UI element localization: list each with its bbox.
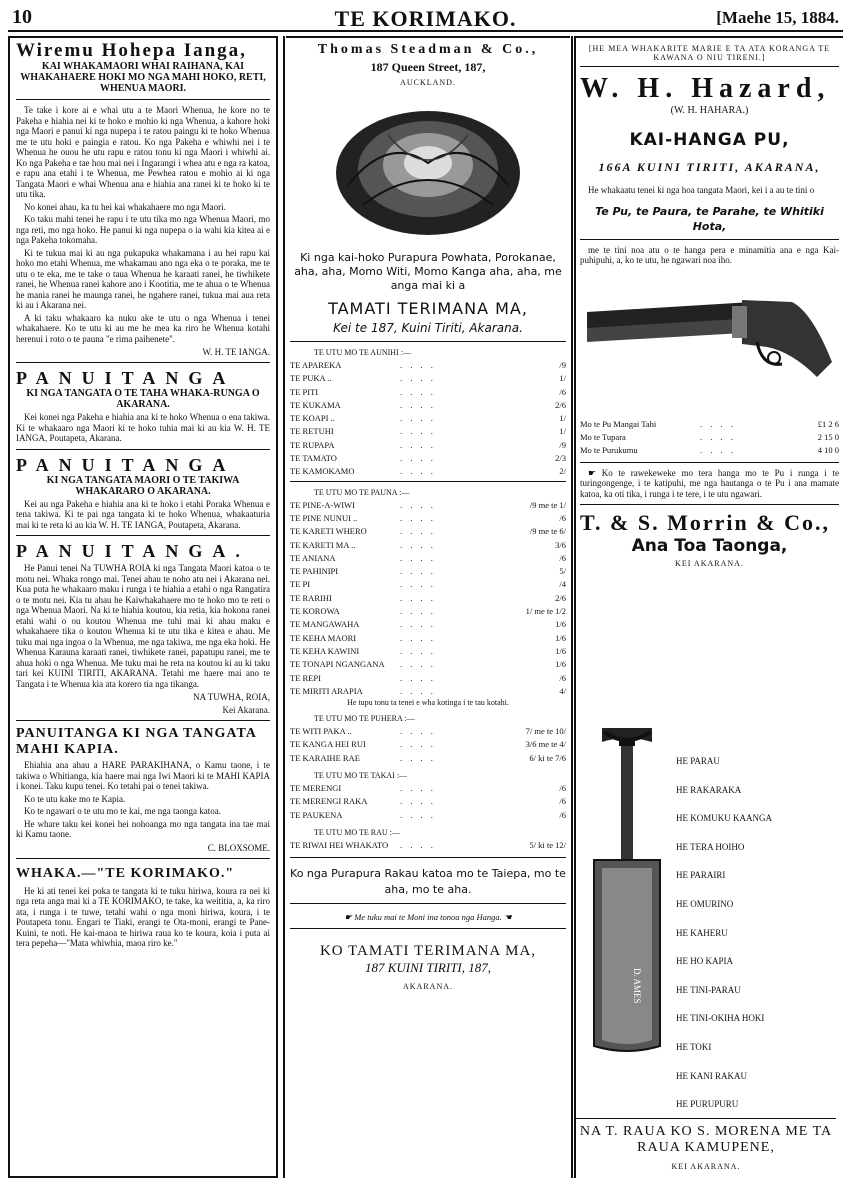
item-price: 4 10 0 (817, 444, 839, 455)
item-name: TE MERENGI (290, 783, 342, 794)
paragraph: Ko taku mahi tenei he rapu i te utu tika mo nga Whenua Maori, mo nga reti, mo nga hoko. He panui ki nga nupepa o ia wahi kia kitea ai e nga Pakeha tokomaha. (16, 214, 270, 245)
gunsmith-maori-name: (W. H. HAHARA.) (670, 105, 749, 116)
gunsmith-trade: KAI-HANGA PU, (629, 130, 790, 150)
column-right (574, 36, 843, 1178)
item-price: 2/6 (555, 399, 566, 410)
item-name: TE KOAPI .. (290, 413, 335, 424)
footer-note: ☛ Me tuku mai te Moni ina tonoa nga Hanga. ☚ (344, 912, 512, 923)
goods-item: HE KANI RAKAU (676, 1070, 747, 1081)
item-name: TE KARAIHE RAE (290, 752, 360, 763)
price-row: TE MANGAWAHA . . . . 1/6 (290, 618, 566, 631)
item-name: TE PAUKENA (290, 809, 343, 820)
item-name: TE MANGAWAHA (290, 619, 360, 630)
store-location: KEI AKARANA. (675, 559, 744, 568)
signature: W. H. TE IANGA. (202, 347, 270, 357)
item-name: TE KARETI MA .. (290, 539, 356, 550)
item-price: 4/ (559, 685, 566, 696)
cabbage-illustration (328, 95, 528, 245)
firm-street: 187 Queen Street, 187, (370, 60, 486, 74)
section-heading: TE UTU MO TE AUNIHI :— (314, 348, 411, 357)
price-list-takai (290, 782, 566, 822)
goods-item: HE TINI-OKIHA HOKI (676, 1013, 765, 1024)
item-name: Mo te Tupara (580, 431, 626, 442)
price-list-pauna (290, 499, 566, 698)
item-name: TE TAMATO (290, 453, 337, 464)
merchant-name: T. & S. Morrin & Co., (580, 510, 830, 535)
paragraph: No konei ahau, ka tu hei kai whakahaere mo nga Maori. (24, 201, 226, 212)
firm-city: AUCKLAND. (400, 78, 456, 87)
paragraph: Ki te tukua mai ki au nga pukapuka whakamana i au hei rapu kai hoko mo etahi Whenua, me whakamau ano nga eka o te poraka, me te utu o te eka, me te take o taua Whenua he karaati ranei, he tiwhikete ranei, he Whenua ranei kahore ano i Kootitia, me te ahua o te Whenua he mania ranei he maunga ranei, he ngahere ranei, tukua mai aua reta ki au i Akarana nei. (16, 247, 270, 310)
ad-subtitle-wiremu: KAI WHAKAMAORI WHAI RAIHANA, KAI WHAKAHAERE HOKI MO NGA MAHI HOKO, RETI, WHENUA MAORI. (20, 61, 266, 94)
price-row: TE PINE NUNUI .. . . . . /6 (290, 512, 566, 525)
paragraph: ☛ Ko te rawekeweke mo tera hanga mo te Pu i runga i te turingongenge, i te katipuhi, me nga hautanga o te Pu i ana mamate katoa, ka oti tika, i runga i te tere, i te utu ngawari. (580, 467, 839, 499)
goods-item: HE RAKARAKA (676, 784, 742, 795)
item-price: /6 (559, 386, 566, 397)
section-heading: TE UTU MO TE TAKAI :— (314, 771, 408, 781)
price-row: TE KARETI MA .. . . . . 3/6 (290, 539, 566, 552)
goods-item: HE TOKI (676, 1041, 712, 1052)
section-heading: TE UTU MO TE PUHERA :— (314, 714, 415, 724)
price-list-rau (290, 839, 566, 852)
paragraph: Ko te utu kake mo te Kapia. (24, 793, 126, 804)
spade-label: D. AMES (632, 968, 642, 1004)
item-name: TE APAREKA (290, 360, 342, 370)
shotgun-illustration (582, 272, 837, 412)
gunsmith-name: W. H. Hazard, (580, 73, 831, 104)
goods-item: HE OMURINO (676, 898, 734, 909)
item-name: TE PINE-A-WIWI (290, 499, 355, 510)
item-name: TE PAHINIPI (290, 566, 339, 577)
paragraph: Ko te ngawari o te utu mo te kai, me nga taonga katoa. (24, 806, 221, 816)
column-divider-1 (283, 36, 285, 1178)
item-price: 1/ me te 1/2 (525, 606, 566, 617)
price-row: TE TONAPI NGANGANA . . . . 1/6 (290, 658, 566, 671)
price-row: TE KAMOKAMO . . . . 2/ (290, 465, 566, 478)
price-list-aunihi (290, 359, 566, 479)
goods-item: HE PARAIRI (676, 870, 726, 881)
item-price: 2/3 (555, 453, 566, 464)
notice-title: PANUITANGA (16, 368, 236, 388)
paragraph: Kei au nga Pakeha e hiahia ana ki te hoko i etahi Poraka Whenua e tena takiwa. Ki te pai nga tangata ki te hoko Whenua, whakaaturia mai ki te reta ki au kia W. H. TE IANGA, Poutapeta, Akarana. (16, 498, 270, 530)
item-price: /6 (559, 552, 566, 563)
price-row: TE KEHA MAORI . . . . 1/6 (290, 632, 566, 645)
item-name: TE RUPAPA (290, 439, 335, 450)
price-list-puhera (290, 725, 566, 765)
item-price: £1 2 6 (817, 418, 839, 429)
item-name: TE KEHA MAORI (290, 632, 357, 643)
item-name: TE PI (290, 579, 311, 590)
item-price: /6 (559, 512, 566, 523)
price-row: TE TAMATO . . . . 2/3 (290, 452, 566, 465)
price-row: TE WITI PAKA .. . . . . 7/ me te 10/ (290, 725, 566, 738)
item-name: TE REPI (290, 672, 321, 683)
goods-item: HE TERA HOIHO (676, 841, 745, 852)
footer-city: AKARANA. (403, 982, 453, 992)
paragraph: He whare taku kei konei hei nohoanga mo nga tangata ina tae mai ki Kamu taone. (16, 818, 270, 839)
footer-merchant: KO TAMATI TERIMANA MA, (319, 943, 537, 960)
item-price: /4 (559, 579, 566, 590)
item-price: 2/ (559, 466, 566, 477)
price-row: TE RIWAI HEI WHAKATO . . . . 5/ ki te 12/ (290, 839, 566, 852)
price-row: Mo te Pu Mangai Tahi . . . . £1 2 6 (580, 418, 839, 429)
paragraph: Te take i kore ai e whai utu a te Maori Whenua, he kore no te Pakeha e hiahia nei ki te hoko e mohio ki nga Whenua, a kahore hoki nga Maori e panui ki nga nupepa i te ratou paingu ki te hoko Whenua me te utu hoki e paingia e ratou. Ko nga Pakeha e whiwhi nei i te Whenua he ouou he utu rapu e ratou tonu ki nga Maori i whiwhi ai. Ko nga Pakeha e tae hou mai nei i Ingarangi i whea atu e nga ra katoa, e rapu ana etahi i te Whenua, me Pewhea ratou e mohio ai ki nga Tangata Maori e whai Whenua ana e hiahia ana ranei ki te hoko ki te utu tika. (16, 105, 270, 199)
item-name: TE MIRITI ARAPIA (290, 685, 363, 696)
item-price: 2 15 0 (817, 431, 839, 442)
notice-subtitle: KI NGA TANGATA MAORI O TE TAKIWA WHAKARARO O AKARANA. (46, 474, 240, 497)
footer-city: KEI AKARANA. (671, 1162, 741, 1171)
item-price: 7/ me te 10/ (525, 726, 566, 737)
goods-item: HE TINI-PARAU (676, 984, 741, 995)
newspaper-title: TE KORIMAKO. (334, 6, 517, 31)
item-name: TE KEHA KAWINI (290, 645, 360, 656)
page-number: 10 (12, 6, 32, 28)
warrant-note: [HE MEA WHAKARITE MARIE E TA ATA KORANGA TE KAWANA O NIU TIRENI.] (588, 44, 831, 62)
item-price: 1/ (559, 413, 566, 424)
item-price: 3/6 (555, 539, 566, 550)
page-header (8, 4, 843, 32)
price-row: TE KUKAMA . . . . 2/6 (290, 399, 566, 412)
item-name: TE PINE NUNUI .. (290, 512, 358, 523)
paragraph: me te tini noa atu o te hanga pera e minamitia ana e nga Kai-puhipuhi, a, ko te utu, he ngawari noa iho. (580, 244, 839, 265)
goods-item: HE HO KAPIA (676, 956, 733, 967)
price-row: TE KEHA KAWINI . . . . 1/6 (290, 645, 566, 658)
goods-item: HE KOMUKU KAANGA (676, 813, 772, 824)
price-row: TE PAUKENA . . . . /6 (290, 809, 566, 822)
item-price: 3/6 me te 4/ (525, 739, 566, 750)
item-name: TE PUKA .. (290, 373, 332, 384)
column-middle (286, 36, 570, 1178)
item-price: 1/6 (555, 659, 566, 670)
item-name: TE RARIHI (290, 592, 332, 603)
price-row: TE PITI . . . . /6 (290, 386, 566, 399)
notice-title: PANUITANGA KI NGA TANGATA MAHI KAPIA. (16, 726, 257, 757)
item-name: TE MERENGI RAKA (290, 796, 368, 807)
price-row: TE MIRITI ARAPIA . . . . 4/ (290, 685, 566, 698)
item-price: /6 (559, 672, 566, 683)
item-name: TE KAMOKAMO (290, 466, 355, 477)
paragraph: Ehiahia ana ahau a HARE PARAKIHANA, o Kamu taone, i te takiwa o Whitianga, kia haere mai nga Iwi Maori ki te MAHI KAPIA i konei. Taku kupu tenei. Ko tetahi pai o tenei takiwa. (16, 760, 270, 791)
notice-title: PANUITANGA (16, 454, 236, 475)
ad-title-wiremu: Wiremu Hohepa Ianga, (16, 40, 247, 61)
column-left (8, 36, 278, 1178)
item-price: 5/ (559, 566, 566, 577)
price-row: TE REPI . . . . /6 (290, 672, 566, 685)
item-name: TE PITI (290, 386, 319, 397)
item-price: /9 (559, 439, 566, 450)
signature: C. BLOXSOME. (207, 842, 270, 853)
footer-street: 187 KUINI TIRITI, 187, (364, 960, 492, 976)
item-price: /9 me te 6/ (529, 526, 566, 537)
price-row: TE PINE-A-WIWI . . . . /9 me te 1/ (290, 499, 566, 512)
merchant-name: TAMATI TERIMANA MA, (328, 299, 528, 318)
paragraph: Kei konei nga Pakeha e hiahia ana ki te hoko Whenua o ena takiwa. Ki te whakaaro nga Maori ki te hoko tuhia mai ki au kia W. H. TE IANGA, Poutapeta, Akarana. (16, 412, 270, 443)
price-row: TE MERENGI RAKA . . . . /6 (290, 795, 566, 808)
item-price: 1/6 (555, 645, 566, 656)
price-note: He tupu tonu ta tenei e wha kotinga i te tau kotahi. (347, 698, 509, 708)
price-row: TE KARAIHE RAE . . . . 6/ ki te 7/6 (290, 752, 566, 765)
item-name: TE KARETI WHERO (290, 526, 367, 537)
price-row: TE RUPAPA . . . . /9 (290, 439, 566, 452)
goods-item: HE KAHERU (676, 927, 728, 938)
item-name: TE RIWAI HEI WHAKATO (290, 839, 389, 850)
section-heading: TE UTU MO TE RAU :— (314, 827, 400, 837)
section-heading: TE UTU MO TE PAUNA :— (314, 487, 410, 497)
item-name: Mo te Pu Mangai Tahi (580, 418, 657, 429)
paragraph: He whakaatu tenei ki nga hoa tangata Maori, kei i a au te tini o (588, 185, 815, 195)
price-row: TE PUKA .. . . . . 1/ (290, 372, 566, 385)
goods-list (676, 756, 772, 1128)
item-name: TE WITI PAKA .. (290, 726, 352, 737)
price-row: TE KOAPI .. . . . . 1/ (290, 412, 566, 425)
item-price: /6 (559, 796, 566, 807)
signature: NA TUWHA, ROIA, (193, 692, 270, 702)
item-name: TE KUKAMA (290, 399, 341, 410)
ad-text: Ki nga kai-hoko Purapura Powhata, Porokanae, aha, aha, Momo Witi, Momo Kanga aha, aha, me anga mai ki a (294, 251, 562, 292)
notice-title: PANUITANGA. (16, 541, 250, 561)
price-row: TE PAHINIPI . . . . 5/ (290, 565, 566, 578)
item-name: TE ANIANA (290, 552, 336, 563)
item-name: TE RETUHI (290, 426, 334, 437)
price-row: TE ANIANA . . . . /6 (290, 552, 566, 565)
item-price: 5/ ki te 12/ (529, 839, 566, 850)
merchant-address: Kei te 187, Kuini Tiriti, Akarana. (333, 321, 523, 335)
price-row: TE APAREKA . . . . /9 (290, 359, 566, 372)
item-price: 1/6 (555, 632, 566, 643)
paragraph: He Panui tenei Na TUWHA ROIA ki nga Tangata Maori katoa o te motu nei. Whaka rongo mai. Tenei ahau te noho atu nei i Akarana nei. Kua puta he whakaaro maku i runga i te hiahia a etahi o nga Rangatira o te motu nei. Kia tu ahau he Kaiwhakahaere mo te hoko mo te reti o nga Whenua Maori. Na ki te hiahia koutou, kia retia, kia hokona ranei etahi wahi o ou koutou Whenua me tuhi mai ki ahau maku e whakahaere tika o koutou Whenua ki te utu tika e kitea e ahau. Me tuku mai nga ingoa o la Whenua, me nga takiwa, me nga eka hoki. He Whenua Karauna karaati ranei, tiwhikete ranei, papatupu ranei, me te ahua hoki o nga Whenua. Me tuku mai he reta na koutou ki au ki taku tari kei KUINI TIRITI, AKARANA. Tetahi me haere mai ano te Tangata i te Whenua kia ata korero tia nga tikanga. (16, 563, 270, 689)
item-price: 1/ (559, 373, 566, 384)
price-row: TE RARIHI . . . . 2/6 (290, 592, 566, 605)
price-row: TE KOROWA . . . . 1/ me te 1/2 (290, 605, 566, 618)
item-price: 1/ (559, 426, 566, 437)
price-row: TE MERENGI . . . . /6 (290, 782, 566, 795)
price-row: Mo te Tupara . . . . 2 15 0 (580, 431, 839, 442)
price-row: TE KANGA HEI RUI . . . . 3/6 me te 4/ (290, 738, 566, 751)
notice-subtitle: KI NGA TANGATA O TE TAHA WHAKA-RUNGA O AKARANA. (26, 388, 260, 410)
paragraph: A ki taku whakaaro ka nuku ake te utu o nga Whenua i tenei whakahaere. Ko te utu ki au me he mea ka riro he Whenua kotahi herenui i roto o te pauna "e rima paihenete". (16, 312, 270, 344)
item-name: TE TONAPI NGANGANA (290, 659, 385, 670)
store-title: Ana Toa Taonga, (631, 536, 788, 556)
item-price: 2/6 (555, 592, 566, 603)
item-price: /6 (559, 809, 566, 820)
item-price: /9 me te 1/ (529, 499, 566, 510)
item-price: /9 (559, 360, 566, 370)
firm-name: Thomas Steadman & Co., (317, 42, 539, 57)
item-name: TE KANGA HEI RUI (290, 739, 366, 750)
price-row: Mo te Purukumu . . . . 4 10 0 (580, 444, 839, 455)
price-row: TE PI . . . . /4 (290, 578, 566, 591)
paragraph: He ki ati tenei kei poka te tangata ki te tuku hiriwa, koura ra nei ki nga reta anga mai ki a TE KORIMAKO, te take, ka weititia, a, ka riro ata, i runga i te tuwe, tetahi wahi o nga moni hiriwa, koura, i te Poutapeta tonu. Engari te Tiaki, erangi te Ota-moni, erangi te Pane-Kuini, te noti. He kai-maoa te hiriwa raua ko te koura, koia i puta ai tera pepeha—"Mata whiwhia, maoa riro ke." (16, 885, 270, 948)
goods-item: HE PARAU (676, 756, 720, 766)
gunsmith-address: 166A KUINI TIRITI, AKARANA, (598, 160, 821, 174)
item-price: 1/6 (555, 619, 566, 630)
item-name: Mo te Purukumu (580, 444, 638, 455)
item-name: TE KOROWA (290, 606, 340, 617)
item-price: /6 (559, 783, 566, 794)
goods-line: Te Pu, te Paura, te Parahe, te Whitiki Hota, (595, 204, 824, 233)
footer-text: Ko nga Purapura Rakau katoa mo te Taiepa, mo te aha, mo te aha. (290, 867, 566, 897)
price-row: TE KARETI WHERO . . . . /9 me te 6/ (290, 525, 566, 538)
notice-title: WHAKA.—"TE KORIMAKO." (16, 865, 235, 881)
price-row: TE RETUHI . . . . 1/ (290, 425, 566, 438)
spade-illustration (582, 728, 672, 1058)
footer-merchant: NA T. RAUA KO S. MORENA ME TA RAUA KAMUPENE, (579, 1124, 833, 1155)
item-price: 6/ ki te 7/6 (529, 752, 566, 763)
column-divider-2 (571, 36, 573, 1178)
signature-place: Kei Akarana. (222, 705, 270, 715)
issue-date: [Maehe 15, 1884. (716, 8, 839, 27)
gun-price-list (580, 418, 839, 457)
goods-item: HE PURUPURU (676, 1099, 739, 1110)
